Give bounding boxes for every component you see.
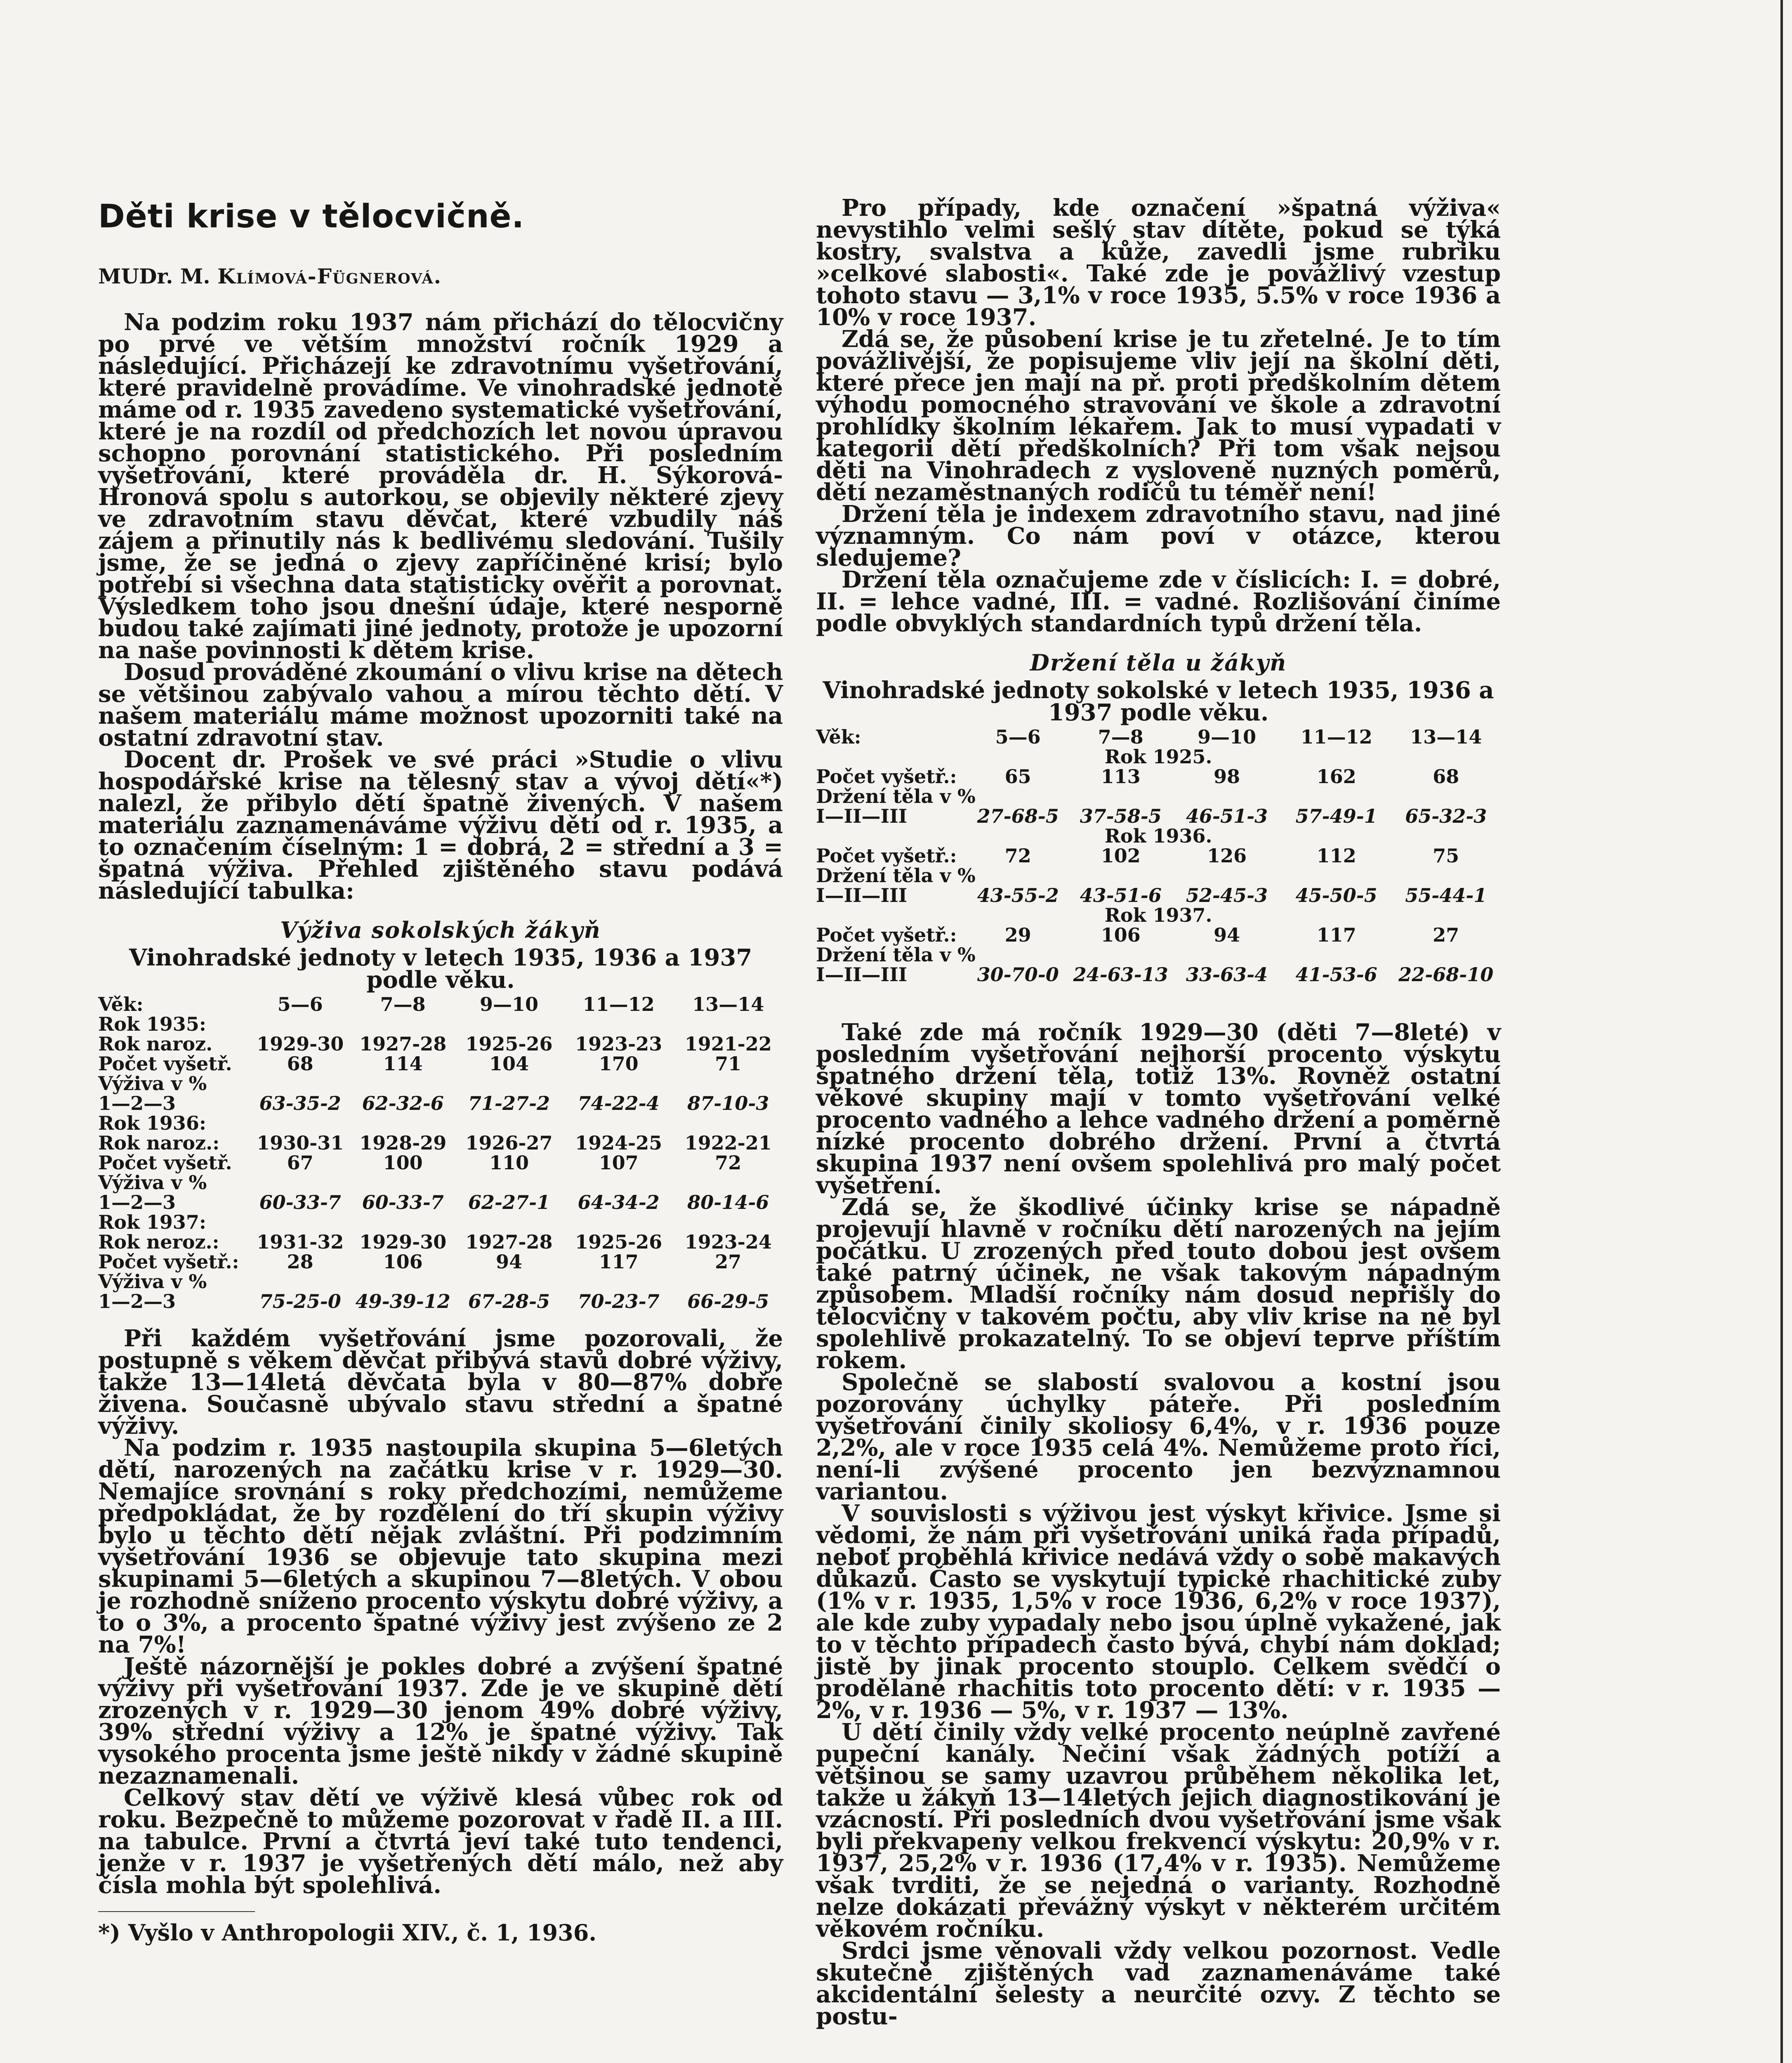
row-label: Výživa v % [98,1270,207,1293]
table-cell: 1931-32 [257,1231,344,1253]
table-cell: 1923-24 [684,1231,772,1253]
year-label: Rok 1936. [1104,825,1212,847]
paragraph: Při každém vyšetřování jsme pozorovali, že postupně s věkem děvčat přibývá stavů dobré výživy, takže 13—14letá děvčata byla v 80—87% dobře živena. Současně ubývalo stavu střední a špatné výživy. [98,1325,783,1440]
table-cell: 55-44-1 [1405,884,1487,906]
table-cell: 75-25-0 [259,1290,341,1312]
table-cell: 1923-23 [575,1033,663,1055]
row-label: Počet vyšetř.: [816,765,957,788]
table-cell: 106 [383,1251,423,1273]
age-label: Věk: [816,726,861,748]
table-cell: 72 [1004,845,1031,867]
row-label: Rok neroz.: [98,1231,219,1253]
year-label: Rok 1936: [98,1112,206,1134]
table-cell: 162 [1316,765,1356,788]
paragraph: Pro případy, kde označení »špatná výživa« nevystihlo velmi sešlý stav dítěte, pokud se týká kostry, svalstva a kůže, zavedli jsme rubriku »celkové slabosti«. Také zde je povážlivý vzestup tohoto stavu — 3,1% v roce 1935, 5.5% v roce 1936 a 10% v roce 1937. [816,194,1501,331]
table-row [816,885,1501,905]
table-cell: 87-10-3 [687,1092,769,1114]
table-cell: 46-51-3 [1186,805,1268,827]
row-label: Držení těla v % [816,785,976,807]
paragraph: Ještě názornější je pokles dobré a zvýšení špatné výživy při vyšetřování 1937. Zde je ve skupině dětí zrozených v r. 1929—30 jenom 49% dobré výživy, 39% střední výživy a 12% je špatné výživy. Tak vysokého procenta jsme ještě nikdy v žádné skupině nezaznamenali. [98,1653,783,1789]
year-label: Rok 1937: [98,1211,206,1233]
table-cell: 94 [1213,924,1240,946]
author-line [98,264,783,288]
table-cell: 110 [489,1152,529,1174]
table-cell: 62-32-6 [362,1092,444,1114]
table-cell: 100 [383,1152,423,1174]
table-cell: 1929-30 [359,1231,447,1253]
table-cell: 22-68-10 [1398,963,1494,986]
row-label: Počet vyšetř.: [816,845,957,867]
table-row [98,1173,783,1192]
table-cell: 1930-31 [257,1132,344,1154]
table-row [816,767,1501,786]
table2-title: Držení těla u žákyň [1030,649,1287,676]
age-cell: 13—14 [1410,726,1482,748]
nutrition-table [98,994,783,1311]
table-cell: 27 [1433,924,1460,946]
paragraph: Na podzim roku 1937 nám přichází do tělocvičny po prvé ve větším množství ročník 1929 a následující. Přicházejí ke zdravotnímu vyšetřování, které pravidelně provádíme. Ve vinohradské jednotě máme od r. 1935 zavedeno systematické vyšetřování, které je na rozdíl od předchozích let novou úpravou schopno porovnání statistického. Při posledním vyšetřování, které prováděla dr. H. Sýkorová-Hronová spolu s autorkou, se objevily některé zjevy ve zdravotním stavu děvčat, které vzbudily náš zájem a přinutily nás k bedlivému sledování. Tušily jsme, že se jedná o zjevy zapříčiněné krisí; bylo potřebí si všechna data statisticky ověřit a porovnat. Výsledkem toho jsou dnešní údaje, které nesporně budou také zajímati jiné jednoty, protože je upozorní na naše povinnosti k dětem krise. [98,309,783,664]
paragraph: Zdá se, že škodlivé účinky krise se nápadně projevují hlavně v ročníku dětí narozených na jejím počátku. U zrozených před touto dobou jest ovšem také patrný účinek, ne však takovým nápadným způsobem. Mladší ročníky nám dosud nepřišly do tělocvičny v takovém počtu, aby vliv krise na ně byl spolehlivě prokazatelný. To se objeví teprve příštím rokem. [816,1194,1501,1374]
table-cell: 113 [1101,765,1141,788]
table-cell: 43-51-6 [1080,884,1162,906]
table-row [98,1014,783,1034]
table-cell: 1921-22 [684,1033,772,1055]
table-cell: 63-35-2 [259,1092,341,1114]
table-row [98,1272,783,1291]
table-row [816,925,1501,945]
paragraph: Také zde má ročník 1929—30 (děti 7—8leté) v posledním vyšetřování nejhorší procento výskytu špatného držení těla, totiž 13%. Rovněž ostatní věkové skupiny mají v tomto vyšetřování velké procento vadného a lehce vadného držení a poměrně nízké procento dobrého držení. První a čtvrtá skupina 1937 není ovšem spolehlivá pro malý počet vyšetření. [816,1019,1501,1199]
paragraph: Docent dr. Prošek ve své práci »Studie o vlivu hospodářské krise na tělesný stav a vývoj dětí«*) nalezl, že přibylo dětí špatně živených. V našem materiálu zaznamenáváme výživu dětí od r. 1935, a to označením číselným: 1 = dobrá, 2 = střední a 3 = špatná výživa. Přehled zjištěného stavu podává následující tabulka: [98,746,783,904]
age-cell: 11—12 [1300,726,1372,748]
table-row [98,1113,783,1133]
table-cell: 68 [1433,765,1460,788]
table-cell: 33-63-4 [1186,963,1268,986]
left-column [98,198,783,1946]
table-cell: 102 [1101,845,1141,867]
table-cell: 1924-25 [575,1132,663,1154]
paragraph: Na podzim r. 1935 nastoupila skupina 5—6letých dětí, narozených na začátku krise v r. 1929—30. Nemajíce srovnání s roky předchozími, nemůžeme předpokládat, že by rozdělení do tří skupin výživy bylo u těchto dětí nějak zvláštní. Při podzimním vyšetřování 1936 se objevuje tato skupina mezi skupinami 5—6letých a skupinou 7—8letých. V obou je rozhodně sníženo procento výskytu dobré výživy, a to o 3%, a procento špatné výživy jest zvýšeno ze 2 na 7%! [98,1434,783,1658]
table-cell: 45-50-5 [1295,884,1377,906]
row-label: 1—2—3 [98,1191,176,1213]
table2-subtitle: Vinohradské jednoty sokolské v letech 1935, 1936 a 1937 podle věku. [823,677,1494,726]
row-label: 1—2—3 [98,1092,176,1114]
age-cell: 5—6 [277,993,323,1015]
table-cell: 104 [489,1053,529,1075]
row-label: Výživa v % [98,1171,207,1194]
right-column [816,194,1501,2030]
table-row [98,1054,783,1074]
table-cell: 1927-28 [359,1033,447,1055]
age-cell: 13—14 [692,993,764,1015]
paragraph: Celkový stav dětí ve výživě klesá vůbec rok od roku. Bezpečně to můžeme pozorovat v řadě II. a III. na tabulce. První a čtvrtá jeví také tuto tendenci, jenže v r. 1937 je vyšetřených dětí málo, než aby čísla mohla být spolehlivá. [98,1784,783,1899]
table-row [98,1133,783,1153]
table-cell: 1925-26 [575,1231,663,1253]
age-cell: 7—8 [380,993,426,1015]
table-cell: 126 [1207,845,1247,867]
table-cell: 68 [287,1053,314,1075]
table-cell: 64-34-2 [578,1191,660,1213]
paragraph: Zdá se, že působení krise je tu zřetelné. Je to tím povážlivější, že popisujeme vliv její na školní děti, které přece jen mají na př. proti předškolním dětem výhodu pomocného stravování ve škole a zdravotní prohlídky školním lékařem. Jak to musí vypadati v kategorii dětí předškolních? Při tom však nejsou děti na Vinohradech z vysloveně nuzných poměrů, dětí nezaměstnaných rodičů tu téměř není! [816,326,1501,506]
table-cell: 41-53-6 [1295,963,1377,986]
table1-subtitle: Vinohradské jednoty v letech 1935, 1936 a 1937 podle věku. [129,944,752,994]
table-row [98,1074,783,1093]
table-row [98,1291,783,1311]
table-cell: 1927-28 [465,1231,553,1253]
table-cell: 27 [715,1251,742,1273]
table-cell: 107 [599,1152,639,1174]
table-row [98,1093,783,1113]
table-row [816,965,1501,984]
table-cell: 1929-30 [257,1033,344,1055]
table-cell: 62-27-1 [468,1191,550,1213]
table-cell: 70-23-7 [578,1290,660,1312]
paragraph: Společně se slabostí svalovou a kostní jsou pozorovány úchylky páteře. Při posledním vyšetřování činily skoliosy 6,4%, v r. 1936 pouze 2,2%, ale v roce 1935 celá 4%. Nemůžeme proto říci, není-li zvýšené procento jen bezvýznamnou variantou. [816,1369,1501,1505]
table-cell: 1922-21 [684,1132,772,1154]
article-title: Děti krise v tělocvičně. [98,198,525,235]
table-cell: 30-70-0 [977,963,1059,986]
row-label: Držení těla v % [816,944,976,966]
paragraph: Držení těla je indexem zdravotního stavu, nad jiné významným. Co nám poví v otázce, kterou sledujeme? [816,500,1501,571]
table-cell: 117 [599,1251,639,1273]
table-cell: 71-27-2 [468,1092,550,1114]
table-cell: 65-32-3 [1405,805,1487,827]
paragraph: V souvislosti s výživou jest výskyt křivice. Jsme si vědomi, že nám při vyšetřování uniká řada případů, neboť proběhlá křivice nedává vždy o sobě makavých důkazů. Často se vyskytují typické rhachitické zuby (1% v r. 1935, 1,5% v roce 1936, 6,2% v roce 1937), ale kde zuby vypadaly nebo jsou úplně vykažené, jak to v těchto případech často bývá, chybí nám doklad; jistě by jinak procento stouplo. Celkem svědčí o prodělané rhachitis toto procento dětí: v r. 1935 — 2%, v r. 1936 — 5%, v r. 1937 — 13%. [816,1500,1501,1724]
row-label: I—II—III [816,805,908,827]
table-row [816,945,1501,965]
table-cell: 24-63-13 [1073,963,1168,986]
age-cell: 7—8 [1098,726,1144,748]
row-label: I—II—III [816,884,908,906]
table-row [816,905,1501,925]
table-cell: 60-33-7 [362,1191,444,1213]
table-cell: 43-55-2 [977,884,1059,906]
year-label: Rok 1935: [98,1013,206,1035]
age-cell: 11—12 [582,993,655,1015]
table-row [98,1212,783,1232]
row-label: Rok naroz.: [98,1132,220,1154]
row-label: Počet vyšetř.: [98,1251,239,1273]
table-row [816,826,1501,846]
author-prefix: MUDr. M. [98,264,210,288]
row-label: Počet vyšetř. [98,1053,232,1075]
table-cell: 170 [599,1053,639,1075]
table-row [816,727,1501,747]
table-cell: 49-39-12 [355,1290,450,1312]
table-cell: 27-68-5 [977,805,1059,827]
table-cell: 94 [495,1251,522,1273]
table-row [816,866,1501,885]
row-label: Držení těla v % [816,864,976,887]
table-row [98,1192,783,1212]
table-cell: 65 [1004,765,1031,788]
table-cell: 74-22-4 [578,1092,660,1114]
table-cell: 98 [1213,765,1240,788]
table-cell: 57-49-1 [1295,805,1377,827]
row-label: Počet vyšetř. [98,1152,232,1174]
table-cell: 37-58-5 [1080,805,1162,827]
footnote-rule [98,1911,255,1912]
table-row [816,846,1501,866]
table-cell: 106 [1101,924,1141,946]
posture-table [816,727,1501,984]
footnote: *) Vyšlo v Anthropologii XIV., č. 1, 1936. [98,1919,597,1946]
table-cell: 1926-27 [465,1132,553,1154]
row-label: I—II—III [816,963,908,986]
paragraph: Srdci jsme věnovali vždy velkou pozornost. Vedle skutečně zjištěných vad zaznamenáváme také akcidentální šelesty a neurčité ozvy. Z těchto se postu- [816,1937,1501,2030]
table1-title: Výživa sokolských žákyň [280,917,601,943]
paragraph: U dětí činily vždy velké procento neúplně zavřené pupeční kanály. Nečiní však žádných potíží a většinou se samy uzavrou průběhem několika let, takže u žákyň 13—14letých jejich diagnostikování je vzácností. Při posledních dvou vyšetřování jsme však byli překvapeny velkou frekvencí výskytu: 20,9% v r. 1937, 25,2% v r. 1936 (17,4% v r. 1935). Nemůžeme však tvrditi, že se nejedná o varianty. Rozhodně nelze dokázati převážný výskyt v některém určitém věkovém ročníku. [816,1718,1501,1943]
row-label: Počet vyšetř.: [816,924,957,946]
age-label: Věk: [98,993,144,1015]
table-cell: 28 [287,1251,314,1273]
year-label: Rok 1937. [1104,904,1212,926]
age-cell: 5—6 [995,726,1041,748]
paragraph: Dosud prováděné zkoumání o vlivu krise na dětech se většinou zabývalo vahou a mírou těchto dětí. V našem materiálu máme možnost upozorniti také na ostatní zdravotní stav. [98,659,783,751]
row-label: 1—2—3 [98,1290,176,1312]
paragraph: Držení těla označujeme zde v číslicích: I. = dobré, II. = lehce vadné, III. = vadné. Rozlišování činíme podle obvyklých standardních typů držení těla. [816,566,1501,637]
table-cell: 1928-29 [359,1132,447,1154]
table-row [98,1153,783,1173]
scan-edge-line [1780,0,1783,2063]
table-row [98,1034,783,1054]
table-cell: 52-45-3 [1186,884,1268,906]
table-cell: 1925-26 [465,1033,553,1055]
table-cell: 75 [1433,845,1460,867]
age-cell: 9—10 [479,993,538,1015]
table-cell: 67-28-5 [468,1290,550,1312]
table-cell: 114 [383,1053,423,1075]
table-cell: 117 [1316,924,1356,946]
table-cell: 72 [715,1152,742,1174]
table-cell: 29 [1004,924,1031,946]
table-cell: 71 [715,1053,742,1075]
year-label: Rok 1925. [1104,746,1212,768]
row-label: Rok naroz. [98,1033,213,1055]
table-row [816,806,1501,826]
table-row [98,1252,783,1272]
age-cell: 9—10 [1197,726,1256,748]
table-row [98,1232,783,1252]
table-cell: 60-33-7 [259,1191,341,1213]
table-cell: 67 [287,1152,314,1174]
author-name: Klímová-Fügnerová. [217,264,442,288]
table-cell: 112 [1316,845,1356,867]
table-cell: 80-14-6 [687,1191,769,1213]
table-cell: 66-29-5 [687,1290,769,1312]
table-row [98,994,783,1014]
table-row [816,786,1501,806]
row-label: Výživa v % [98,1072,207,1095]
table-row [816,747,1501,767]
